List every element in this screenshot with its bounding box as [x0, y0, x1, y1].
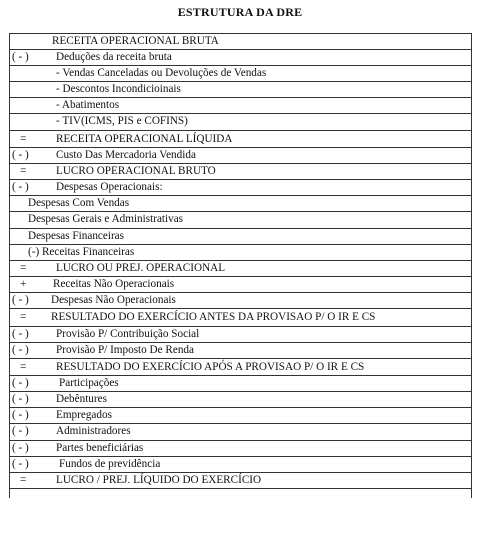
dre-row	[10, 359, 471, 377]
row-sign: ( - )	[12, 293, 29, 306]
row-label: Partes beneficiárias	[56, 441, 144, 454]
dre-row	[10, 424, 471, 440]
row-label: RESULTADO DO EXERCÍCIO ANTES DA PROVISAO P/ O IR E CS	[51, 311, 376, 323]
dre-row	[10, 441, 471, 457]
dre-row	[10, 229, 471, 245]
row-label: RESULTADO DO EXERCÍCIO APÓS A PROVISAO P/ O IR E CS	[56, 360, 365, 373]
dre-row	[10, 473, 471, 489]
row-sign: ( - )	[12, 425, 29, 438]
row-sign: ( - )	[12, 441, 29, 454]
row-sign: =	[20, 132, 27, 145]
row-label: - Descontos Incondicioinais	[56, 83, 181, 96]
dre-row	[10, 489, 471, 498]
row-sign: =	[20, 165, 27, 178]
row-label: LUCRO OPERACIONAL BRUTO	[56, 165, 216, 178]
row-label: Fundos de previdência	[59, 457, 161, 470]
row-sign: ( - )	[12, 327, 29, 340]
row-label: (-) Receitas Financeiras	[28, 245, 135, 258]
row-label: Deduções da receita bruta	[56, 51, 172, 64]
row-label: Custo Das Mercadoria Vendida	[56, 149, 196, 162]
row-label: Despesas Com Vendas	[28, 197, 130, 210]
dre-row	[10, 180, 471, 196]
row-label: Empregados	[56, 409, 112, 422]
row-sign: ( - )	[12, 51, 29, 64]
row-sign: ( - )	[12, 393, 29, 406]
page-title: ESTRUTURA DA DRE	[177, 5, 303, 19]
row-label: RECEITA OPERACIONAL BRUTA	[52, 35, 219, 47]
row-label: Administradores	[56, 425, 131, 438]
row-label: Despesas Gerais e Administrativas	[28, 213, 184, 226]
dre-row	[10, 212, 471, 228]
row-sign: =	[20, 311, 27, 323]
row-label: - Abatimentos	[56, 99, 120, 112]
dre-row	[10, 245, 471, 261]
row-label: Provisão P/ Contribuição Social	[56, 327, 200, 340]
row-label: - Vendas Canceladas ou Devoluções de Vendas	[56, 67, 267, 80]
dre-row	[10, 148, 471, 164]
dre-row	[10, 131, 471, 149]
dre-row	[10, 82, 471, 98]
dre-row	[10, 196, 471, 212]
row-sign: ( - )	[12, 457, 29, 470]
dre-row	[10, 66, 471, 82]
row-label: Provisão P/ Imposto De Renda	[56, 343, 194, 356]
row-label: Receitas Não Operacionais	[53, 277, 175, 290]
row-label: Despesas Operacionais:	[56, 181, 163, 194]
dre-row	[10, 408, 471, 424]
row-label: LUCRO / PREJ. LÍQUIDO DO EXERCÍCIO	[56, 473, 262, 486]
dre-row	[10, 114, 471, 130]
row-sign: ( - )	[12, 377, 29, 390]
row-sign: ( - )	[12, 409, 29, 422]
row-sign: =	[20, 360, 27, 373]
row-label: - TIV(ICMS, PIS e COFINS)	[56, 115, 188, 128]
dre-row	[10, 98, 471, 114]
row-label: RECEITA OPERACIONAL LÍQUIDA	[56, 132, 233, 145]
row-sign: ( - )	[12, 149, 29, 162]
row-sign: ( - )	[12, 181, 29, 194]
dre-row	[10, 50, 471, 66]
dre-row	[10, 164, 471, 180]
dre-row	[10, 309, 471, 327]
row-label: Debêntures	[56, 393, 107, 406]
row-label: LUCRO OU PREJ. OPERACIONAL	[56, 261, 226, 274]
row-sign: +	[20, 277, 27, 290]
dre-row	[10, 277, 471, 293]
dre-row	[10, 376, 471, 392]
row-sign: =	[20, 473, 27, 486]
dre-row	[10, 343, 471, 359]
row-label: Despesas Financeiras	[28, 229, 124, 242]
row-sign: =	[20, 261, 27, 274]
dre-row	[10, 327, 471, 343]
dre-row	[10, 261, 471, 277]
dre-row	[10, 293, 471, 309]
dre-row	[10, 457, 471, 473]
dre-table	[9, 33, 472, 498]
row-label: Despesas Não Operacionais	[51, 293, 176, 306]
dre-row	[10, 34, 471, 50]
row-label: Participações	[59, 377, 119, 390]
row-sign: ( - )	[12, 343, 29, 356]
dre-row	[10, 392, 471, 408]
